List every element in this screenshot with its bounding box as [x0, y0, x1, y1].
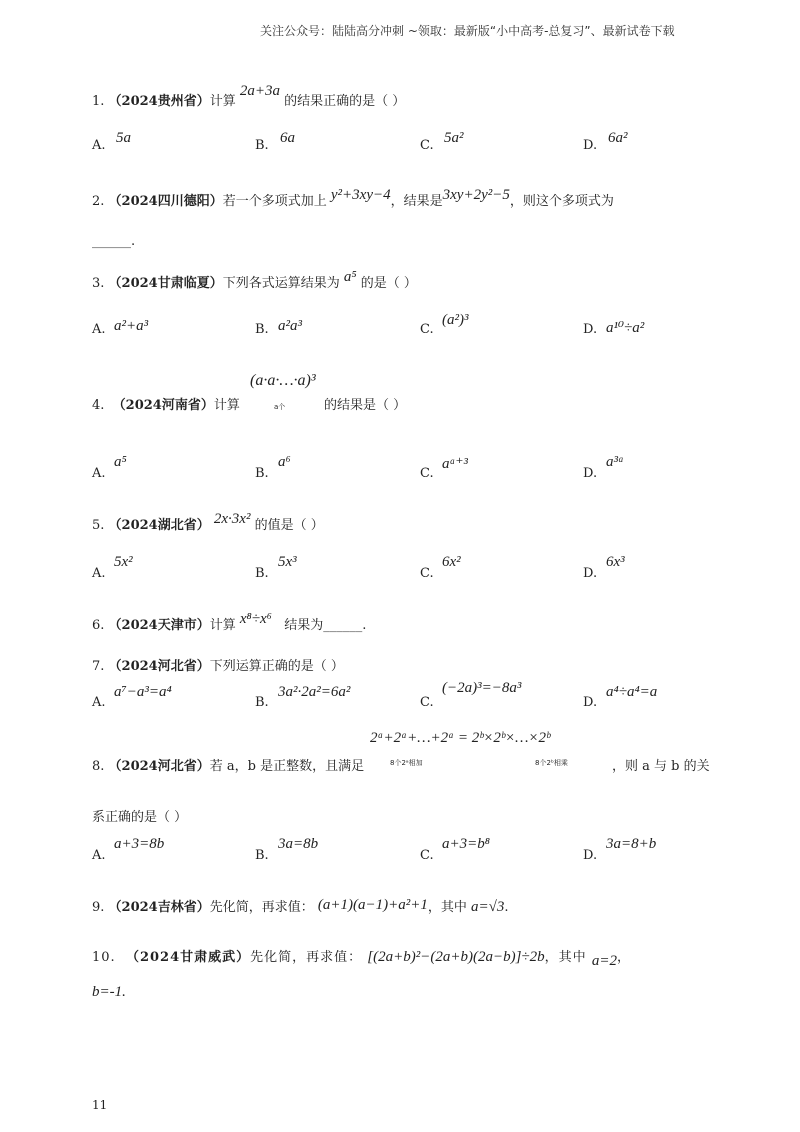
option-label: B. [255, 466, 269, 481]
question-text: 的结果正确的是（ ） [284, 94, 406, 109]
question-source: （2024甘肃威武） [125, 950, 251, 965]
option-value: 3a=8+b [606, 836, 657, 852]
question-number: 5. [92, 518, 105, 533]
option-value: 6a² [608, 130, 628, 146]
option-value: (a²)³ [442, 312, 469, 328]
option-value: a³ᵃ [606, 454, 624, 470]
option-label: D. [583, 848, 598, 863]
question-text: 先化简，再求值： [209, 900, 314, 915]
option-label: D. [583, 566, 598, 581]
option-value: a⁵ [114, 454, 127, 470]
question-3 [92, 269, 417, 292]
question-source: （2024甘肃临夏） [108, 276, 223, 291]
option-label: A. [92, 138, 106, 153]
question-2 [92, 187, 614, 210]
question-number: 3. [92, 276, 105, 291]
math-expression: x⁸÷x⁶ [239, 611, 272, 627]
option-label: D. [583, 695, 598, 710]
question-text: ，其中 [544, 950, 587, 965]
option-label: A. [92, 466, 106, 481]
option-value: 3a²·2a²=6a² [278, 684, 351, 700]
math-expression: 2x·3x² [213, 511, 251, 527]
option-label: C. [420, 138, 434, 153]
question-number: 10. [92, 950, 116, 965]
question-text: 的是（ ） [360, 276, 417, 291]
option-label: D. [583, 322, 598, 337]
option-value: a¹⁰÷a² [606, 320, 645, 336]
option-value: a⁷−a³=a⁴ [114, 684, 172, 700]
question-text: 计算 [209, 618, 236, 633]
question-9 [92, 896, 509, 916]
option-value: 5a² [444, 130, 464, 146]
question-text: ， [616, 950, 631, 965]
question-number: 2. [92, 194, 105, 209]
option-label: C. [420, 466, 434, 481]
question-text: 计算 [209, 94, 236, 109]
question-text: ，则这个多项式为 [509, 194, 614, 209]
question-number: 1. [92, 94, 105, 109]
option-label: D. [583, 466, 598, 481]
math-underbrace-label: 8个2ᵃ相加 [390, 759, 423, 767]
question-text: 结果为______. [284, 618, 367, 633]
option-label: B. [255, 322, 269, 337]
option-value: 3a=8b [278, 836, 319, 852]
option-label: C. [420, 322, 434, 337]
answer-blank: ______. [92, 234, 136, 249]
question-source: （2024河北省） [108, 759, 210, 774]
question-text: 若一个多项式加上 [222, 194, 327, 209]
option-label: A. [92, 322, 106, 337]
page-number: 11 [92, 1098, 108, 1112]
question-number: 9. [92, 900, 105, 915]
question-text: . [504, 900, 509, 915]
question-text: 的值是（ ） [254, 518, 324, 533]
math-expression: y²+3xy−4 [330, 187, 391, 203]
math-expression: (a+1)(a−1)+a²+1 [317, 897, 428, 913]
option-value: a⁶ [278, 454, 291, 470]
question-text: 的结果是（ ） [324, 398, 407, 413]
question-text: 系正确的是（ ） [92, 810, 188, 825]
question-5 [92, 511, 324, 534]
option-value: 6x² [442, 554, 461, 570]
question-text: 若 a，b 是正整数，且满足 [209, 759, 365, 774]
math-expression: a=2 [591, 953, 617, 969]
option-value: a⁴÷a⁴=a [606, 684, 658, 700]
question-number: 8. [92, 759, 105, 774]
option-label: D. [583, 138, 598, 153]
option-label: B. [255, 848, 269, 863]
option-label: B. [255, 695, 269, 710]
question-6 [92, 611, 367, 634]
question-source: （2024天津市） [108, 618, 210, 633]
question-text: ，结果是 [390, 194, 443, 209]
option-value: aᵃ⁺³ [442, 456, 468, 472]
option-label: C. [420, 566, 434, 581]
option-value: a²a³ [278, 318, 302, 334]
question-source: （2024贵州省） [108, 94, 210, 109]
question-source: （2024吉林省） [108, 900, 210, 915]
option-label: A. [92, 695, 106, 710]
question-text: 计算 [213, 398, 240, 413]
math-expression: a=√3 [471, 899, 505, 915]
question-source: （2024四川德阳） [108, 194, 223, 209]
option-label: B. [255, 566, 269, 581]
question-7 [92, 655, 344, 674]
option-value: 5x³ [278, 554, 297, 570]
option-value: 5a [116, 130, 131, 146]
option-value: a+3=b⁸ [442, 836, 490, 852]
option-label: A. [92, 848, 106, 863]
question-source: （2024河北省） [108, 659, 210, 674]
option-label: A. [92, 566, 106, 581]
math-underbrace-label: a个 [274, 403, 286, 411]
question-number: 6. [92, 618, 105, 633]
question-number: 4. [92, 398, 105, 413]
page-header: 关注公众号：陆陆高分冲刺 ~领取：最新版“小中高考-总复习”、最新试卷下载 [260, 24, 675, 38]
math-underbrace-label: 8个2ᵇ相乘 [535, 759, 568, 767]
question-text: 下列运算正确的是（ ） [209, 659, 344, 674]
option-value: a²+a³ [114, 318, 149, 334]
question-text: ，则 a 与 b 的关 [612, 759, 710, 774]
math-expression: 2ᵃ+2ᵃ+…+2ᵃ = 2ᵇ×2ᵇ×…×2ᵇ [370, 730, 551, 746]
option-label: C. [420, 848, 434, 863]
math-expression: a⁵ [343, 269, 357, 285]
option-label: B. [255, 138, 269, 153]
question-source: （2024河南省） [112, 398, 214, 413]
question-10 [92, 946, 631, 969]
option-value: 6x³ [606, 554, 625, 570]
option-value: 6a [280, 130, 295, 146]
math-expression: b=-1. [92, 984, 126, 1000]
math-expression: [(2a+b)²−(2a+b)(2a−b)]÷2b [367, 949, 545, 965]
math-expression: (a·a·…·a)³ [250, 372, 316, 389]
question-text: 先化简，再求值： [250, 950, 363, 965]
option-value: (−2a)³=−8a³ [442, 680, 522, 696]
question-4 [92, 394, 240, 413]
question-source: （2024湖北省） [108, 518, 210, 533]
option-value: 5x² [114, 554, 133, 570]
question-text: 下列各式运算结果为 [222, 276, 340, 291]
question-8 [92, 755, 364, 774]
math-expression: 3xy+2y²−5 [442, 187, 510, 203]
option-label: C. [420, 695, 434, 710]
option-value: a+3=8b [114, 836, 165, 852]
math-expression: 2a+3a [239, 83, 281, 99]
question-text: ，其中 [427, 900, 467, 915]
question-number: 7. [92, 659, 105, 674]
question-1 [92, 83, 406, 110]
